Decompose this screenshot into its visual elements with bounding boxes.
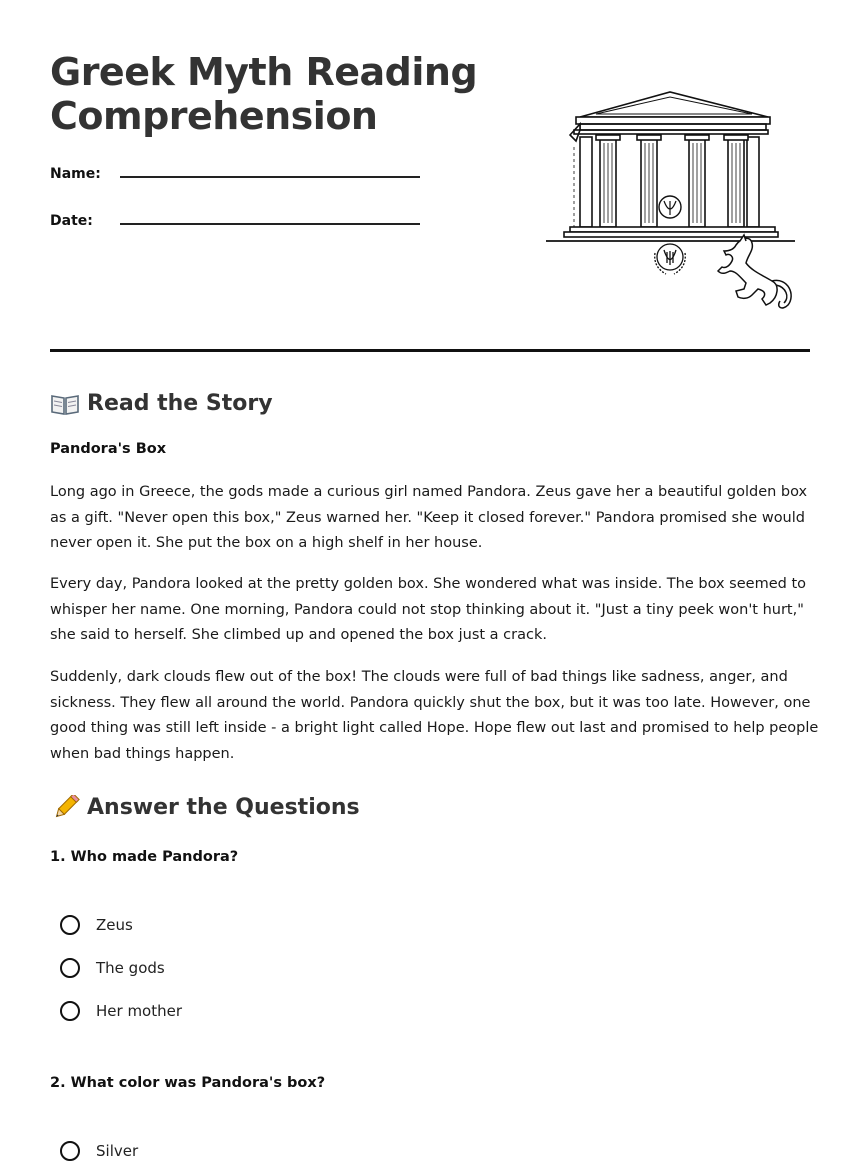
story-paragraph: Every day, Pandora looked at the pretty golden box. She wondered what was inside. The box seemed to whisper her name. One morning, Pandora could not stop thinking about it. "Just a tiny peek won't hurt," she said to herself. She climbed up and opened the box just a crack. bbox=[50, 576, 806, 643]
worksheet-title bbox=[50, 50, 477, 138]
question-1: 1. Who made Pandora? bbox=[50, 849, 239, 865]
answer-option-the-gods[interactable] bbox=[60, 958, 165, 978]
name-field[interactable] bbox=[120, 176, 420, 178]
radio-button[interactable] bbox=[60, 958, 80, 978]
greek-temple-icon bbox=[546, 92, 795, 241]
story-title: Pandora's Box bbox=[50, 441, 167, 457]
rearing-horse-icon bbox=[718, 235, 791, 308]
pencil-icon bbox=[50, 795, 80, 821]
radio-button[interactable] bbox=[60, 1141, 80, 1161]
option-label: Zeus bbox=[96, 916, 133, 934]
read-story-heading-text: Read the Story bbox=[87, 391, 273, 416]
answer-option-zeus[interactable] bbox=[60, 915, 133, 935]
read-story-heading bbox=[50, 390, 273, 418]
story-paragraph: Long ago in Greece, the gods made a curious girl named Pandora. Zeus gave her a beautiful golden box as a gift. "Never open this box," Zeus warned her. "Keep it closed forever." Pandora promised she would never open it. She put the box on a high shelf in her house. bbox=[50, 484, 808, 551]
name-label: Name: bbox=[50, 166, 101, 182]
laurel-lyre-emblem-icon bbox=[655, 244, 686, 274]
question-2: 2. What color was Pandora's box? bbox=[50, 1075, 326, 1091]
header-divider bbox=[50, 349, 810, 352]
radio-button[interactable] bbox=[60, 915, 80, 935]
option-label: Her mother bbox=[96, 1002, 183, 1020]
option-label: The gods bbox=[96, 959, 165, 977]
answer-questions-heading-text: Answer the Questions bbox=[87, 795, 360, 820]
answer-option-her-mother[interactable] bbox=[60, 1001, 182, 1021]
title-line-2: Comprehension bbox=[50, 94, 378, 138]
date-label: Date: bbox=[50, 213, 93, 229]
story-paragraph: Suddenly, dark clouds flew out of the box! The clouds were full of bad things like sadness, anger, and sickness. They flew all around the world. Pandora quickly shut the box, but it was too late. However, one good thing was still left inside - a bright light called Hope. Hope flew out last and promised to help people when bad things happen. bbox=[50, 669, 819, 762]
answer-option-silver[interactable] bbox=[60, 1141, 138, 1161]
answer-questions-heading bbox=[50, 794, 360, 822]
greek-illustration bbox=[540, 85, 802, 317]
radio-button[interactable] bbox=[60, 1001, 80, 1021]
date-field[interactable] bbox=[120, 223, 420, 225]
title-line-1: Greek Myth Reading bbox=[50, 50, 478, 94]
option-label: Silver bbox=[96, 1142, 139, 1160]
open-book-icon bbox=[50, 391, 80, 417]
